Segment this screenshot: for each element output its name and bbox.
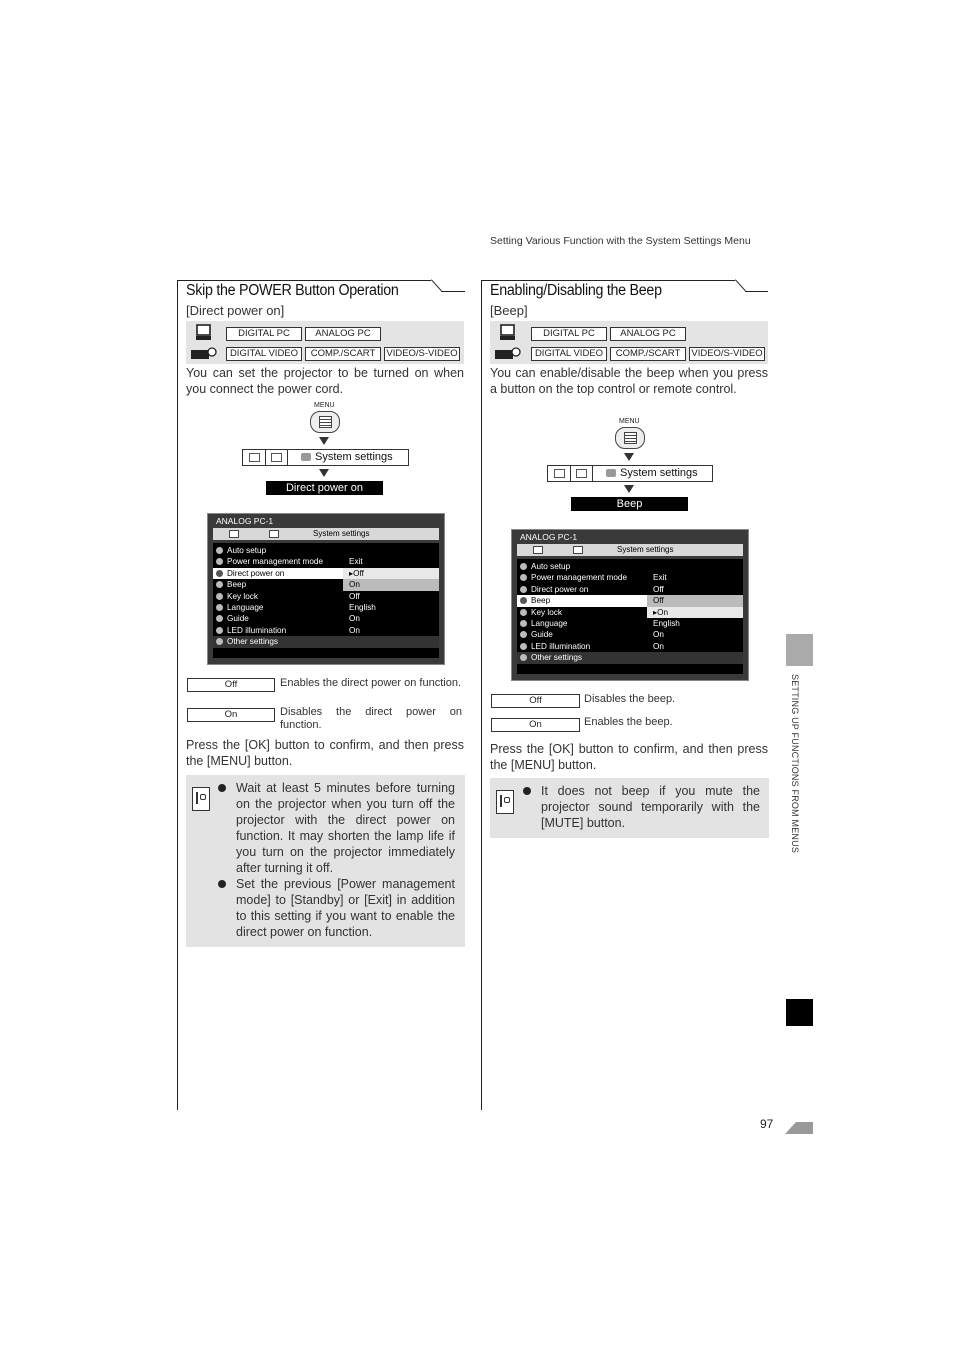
screen-source-label: ANALOG PC-1 [520,532,578,542]
screen-tab-label: System settings [313,529,370,538]
screen-row-selected: Beep Off [517,595,743,606]
signal-digital-video: DIGITAL VIDEO [531,347,607,361]
screen-source-label: ANALOG PC-1 [216,516,274,526]
selected-item-bar: Beep [571,497,688,511]
screen-row: Other settings [213,636,439,647]
note-icon [496,790,514,814]
signal-video-s-video: VIDEO/S-VIDEO [689,347,765,361]
selected-item-bar: Direct power on [266,481,383,495]
left-title-tail-rule [441,291,465,292]
right-title-tail-rule [745,291,768,292]
right-note-box [490,778,769,838]
left-title-top-rule [177,280,431,281]
screen-row: Other settings [517,652,743,663]
tab-system-settings: System settings [315,451,393,463]
option-on-box: On [491,718,580,732]
left-section-title: Skip the POWER Button Operation [186,282,399,299]
screen-row: Beep On [213,579,439,590]
note-bullet: Wait at least 5 minutes before turning on the projector when you turn off the projector with the direct power on function. It may shorten the lamp life if you turn on the projector immediately after turning it off. [236,780,455,876]
arrow-down-icon [319,437,329,445]
section-tab-gray [786,634,813,666]
option-off-desc: Enables the direct power on function. [280,677,462,689]
option-on-box: On [187,708,275,722]
menu-button-label: MENU [619,418,640,425]
screen-row: Guide On [213,613,439,624]
option-on-desc: Disables the direct power on function. [280,706,462,731]
screen-row: Power management mode Exit [517,572,743,583]
left-intro-text: You can set the projector to be turned on when you connect the power cord. [186,366,464,396]
screen-row: Guide On [517,629,743,640]
right-title-diagonal [735,279,746,291]
screen-menu-list [213,543,439,658]
screen-row: Auto setup [213,545,439,556]
right-column-rule [481,280,482,1110]
signal-video-s-video: VIDEO/S-VIDEO [384,347,460,361]
signal-digital-pc: DIGITAL PC [226,327,302,341]
section-side-label: SETTING UP FUNCTIONS FROM MENUS [790,674,800,854]
menu-tab-bar [242,449,409,466]
signal-analog-pc: ANALOG PC [610,327,686,341]
signal-digital-video: DIGITAL VIDEO [226,347,302,361]
signal-comp-scart: COMP./SCART [305,347,381,361]
left-confirm-text: Press the [OK] button to confirm, and then press the [MENU] button. [186,738,464,768]
computer-icon [195,324,213,341]
tab-system-settings: System settings [620,467,698,479]
left-note-box [186,775,465,947]
screen-row: Language English [213,602,439,613]
screen-tab-row [213,528,439,540]
signal-comp-scart: COMP./SCART [610,347,686,361]
arrow-down-icon [319,469,329,477]
signal-digital-pc: DIGITAL PC [531,327,607,341]
arrow-down-icon [624,453,634,461]
page-corner-mark [784,1121,814,1135]
screen-row: Key lock ▸On [517,607,743,618]
screen-tab-row [517,544,743,556]
left-column-rule [177,280,178,1110]
menu-tab-bar [547,465,713,482]
screen-row: Power management mode Exit [213,556,439,567]
note-icon [192,787,210,811]
signal-analog-pc: ANALOG PC [305,327,381,341]
video-device-icon [494,344,522,362]
running-header: Setting Various Function with the System Settings Menu [490,235,751,247]
option-off-desc: Disables the beep. [584,693,676,705]
screen-row: Auto setup [517,561,743,572]
screen-row: LED illumination On [213,625,439,636]
screen-row: Language English [517,618,743,629]
option-off-box: Off [187,678,275,692]
computer-icon [499,324,517,341]
left-menu-screenshot [207,513,445,665]
right-section-title: Enabling/Disabling the Beep [490,282,662,299]
page-number: 97 [760,1117,774,1131]
right-section-subtitle: [Beep] [490,303,528,318]
right-intro-text: You can enable/disable the beep when you press a button on the top control or remote control. [490,366,768,396]
note-bullet: It does not beep if you mute the projector sound temporarily with the [MUTE] button. [541,783,760,831]
video-device-icon [190,344,218,362]
note-bullet: Set the previous [Power management mode] to [Standby] or [Exit] in addition to this setting if you want to enable the direct power on function. [236,876,455,940]
screen-tab-label: System settings [617,545,674,554]
left-section-subtitle: [Direct power on] [186,303,285,318]
screen-row: LED illumination On [517,641,743,652]
arrow-down-icon [624,485,634,493]
right-title-top-rule [481,280,735,281]
left-title-diagonal [431,279,442,291]
screen-menu-list [517,559,743,674]
menu-button-icon [615,427,645,449]
option-on-desc: Enables the beep. [584,716,673,728]
option-off-box: Off [491,694,580,708]
right-menu-screenshot [511,529,749,681]
menu-button-label: MENU [314,402,335,409]
right-confirm-text: Press the [OK] button to confirm, and then press the [MENU] button. [490,742,768,772]
screen-row: Key lock Off [213,591,439,602]
screen-row-selected: Direct power on ▸Off [213,568,439,579]
screen-row: Direct power on Off [517,584,743,595]
menu-button-icon [310,411,340,433]
section-tab-black [786,999,813,1026]
